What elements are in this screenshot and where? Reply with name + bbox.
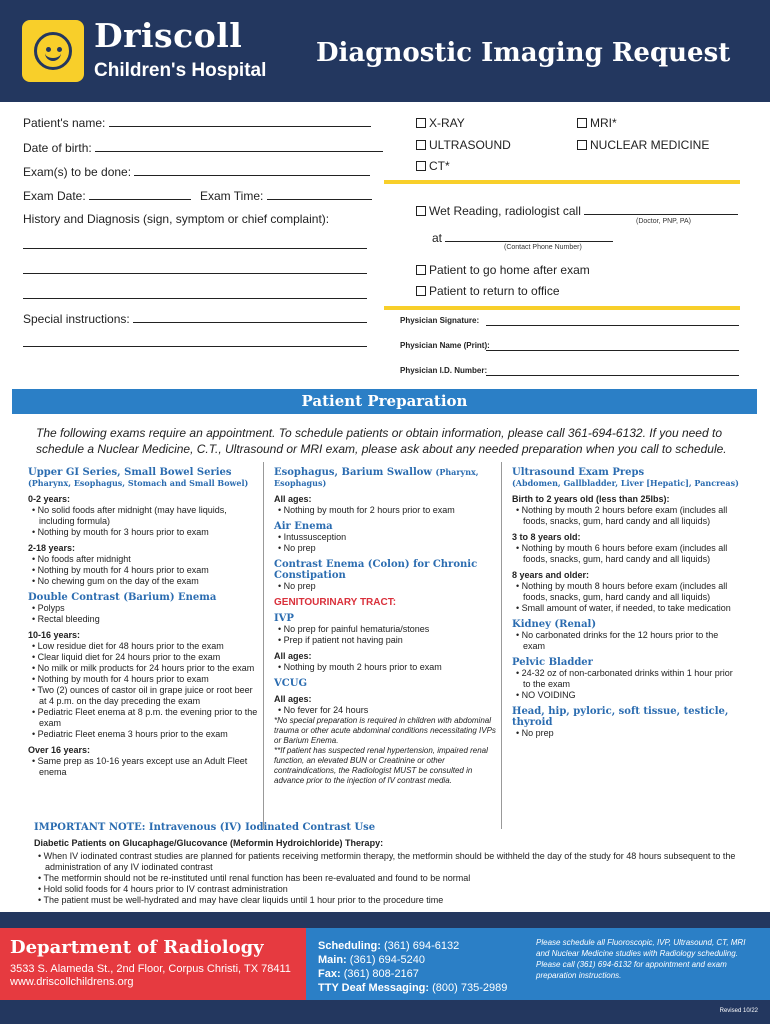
list-item: • Intussusception [278, 532, 347, 542]
list-item: • Nothing by mouth 8 hours before exam (includes all foods, snacks, gum, hard candy and all liquids) [516, 581, 728, 602]
list-item: • Same prep as 10-16 years except use an Adult Fleet enema [32, 756, 248, 777]
department-address [10, 963, 291, 989]
list-item: • The metformin should not be re-instituted until renal function has been re-evaluated and found to be normal [38, 873, 471, 883]
physician-name-line[interactable] [486, 350, 739, 351]
section-heading: Esophagus, Barium Swallow (Pharynx, Esophagus) [274, 467, 479, 488]
age-group: All ages: [274, 651, 312, 661]
physician-name-label: Physician Name (Print): [400, 341, 490, 350]
physician-signature-line[interactable] [486, 325, 739, 326]
list-item: • No foods after midnight [32, 554, 131, 564]
website-link[interactable]: www.driscollchildrens.org [10, 976, 134, 988]
section-heading: Pelvic Bladder [512, 657, 593, 668]
history-line-1[interactable] [23, 248, 367, 249]
section-heading: Head, hip, pyloric, soft tissue, testicle, thyroid [512, 706, 729, 728]
list-item: • No chewing gum on the day of the exam [32, 576, 199, 586]
age-group: Over 16 years: [28, 745, 91, 755]
list-item: • Low residue diet for 48 hours prior to the exam [32, 641, 224, 651]
list-item: • Nothing by mouth for 4 hours prior to exam [32, 674, 209, 684]
scheduling-note: Please schedule all Fluoroscopic, IVP, Ultrasound, CT, MRI and Nuclear Medicine studies with Radiology scheduling. Please call (361) 694-6132 for appointment and exam preparation instructions. [536, 938, 746, 980]
section-heading: VCUG [274, 678, 307, 689]
ct-checkbox[interactable]: CT* [416, 159, 450, 173]
section-heading: Ultrasound Exam Preps [512, 467, 645, 478]
list-item: • No solid foods after midnight (may have liquids, including formula) [32, 505, 227, 526]
physician-signature-label: Physician Signature: [400, 316, 480, 325]
section-subheading: (Pharynx, Esophagus, Stomach and Small Bowel) [28, 478, 249, 488]
exam-date-field[interactable] [23, 189, 191, 203]
mri-checkbox[interactable]: MRI* [577, 116, 617, 130]
section-heading: IVP [274, 613, 294, 624]
footnote: **If patient has suspected renal hypertension, impaired renal function, an elevated BUN or Creatinine or other contraindications, the Radiologist MUST be consulted in advance prior to the injection of IV contrast media. [274, 746, 488, 785]
department-name: Department of Radiology [10, 937, 264, 958]
hospital-logo [22, 20, 84, 82]
list-item: • The patient must be well-hydrated and may have clear liquids until 1 hour prior to the procedure time [38, 895, 444, 905]
checkbox-icon [416, 161, 426, 171]
list-item: • No prep [278, 543, 316, 553]
tty-phone[interactable]: TTY Deaf Messaging: (800) 735-2989 [318, 982, 508, 994]
list-item: • Rectal bleeding [32, 614, 100, 624]
age-group: 2-18 years: [28, 543, 76, 553]
page-title: Diagnostic Imaging Request [316, 38, 731, 68]
patient-name-label: Patient's name: [23, 116, 106, 130]
checkbox-icon [577, 118, 587, 128]
yellow-divider [384, 306, 740, 310]
go-home-checkbox[interactable]: Patient to go home after exam [416, 263, 590, 277]
brand-subtitle: Children's Hospital [94, 60, 267, 81]
list-item: • Pediatric Fleet enema 3 hours prior to the exam [32, 729, 228, 739]
section-heading: Upper GI Series, Small Bowel Series [28, 467, 232, 478]
checkbox-icon [416, 140, 426, 150]
checkbox-icon [577, 140, 587, 150]
contact-numbers [318, 939, 507, 995]
list-item: • Nothing by mouth 6 hours before exam (includes all foods, snacks, gum, hard candy and all liquids) [516, 543, 728, 564]
special-instructions-field[interactable] [23, 312, 367, 326]
xray-checkbox[interactable]: X-RAY [416, 116, 465, 130]
patient-name-field[interactable] [23, 116, 371, 130]
section-heading: Kidney (Renal) [512, 619, 597, 630]
yellow-divider [384, 180, 740, 184]
list-item: • No prep [516, 728, 554, 738]
doctor-note: (Doctor, PNP, PA) [636, 218, 691, 225]
list-item: • Nothing by mouth 2 hours before exam (includes all foods, snacks, gum, hard candy and all liquids) [516, 505, 728, 526]
physician-id-label: Physician I.D. Number: [400, 366, 488, 375]
important-note-list [34, 851, 744, 906]
list-item: • NO VOIDING [516, 690, 576, 700]
list-item: • No milk or milk products for 24 hours prior to the exam [32, 663, 255, 673]
section-subheading: (Abdomen, Gallbladder, Liver [Hepatic], Pancreas) [512, 478, 739, 488]
list-item: • Nothing by mouth 2 hours prior to exam [278, 662, 442, 672]
physician-id-line[interactable] [486, 375, 739, 376]
list-item: • When IV iodinated contrast studies are planned for patients receiving metformin therapy, the metformin should be withheld the day of the study for 48 hours subsequent to the administration of any IV iodinated contrast [38, 851, 736, 872]
section-heading: Air Enema [274, 521, 333, 532]
brand-name: Driscoll [94, 16, 243, 55]
list-item: • No fever for 24 hours [278, 705, 369, 715]
smiley-face-icon [34, 32, 72, 70]
prep-column-3 [501, 462, 741, 829]
age-group: All ages: [274, 694, 312, 704]
list-item: • No prep [278, 581, 316, 591]
fax-number: Fax: (361) 808-2167 [318, 968, 419, 980]
section-heading: GENITOURINARY TRACT: [274, 597, 397, 608]
footnote: *No special preparation is required in children with abdominal trauma or other acute abdominal conditions necessitating IVPs or Barium Enema. [274, 716, 496, 745]
special-line-2[interactable] [23, 346, 367, 347]
nuclear-medicine-checkbox[interactable]: NUCLEAR MEDICINE [577, 138, 709, 152]
list-item: • Prep if patient not having pain [278, 635, 403, 645]
list-item: • Nothing by mouth for 3 hours prior to exam [32, 527, 209, 537]
ultrasound-checkbox[interactable]: ULTRASOUND [416, 138, 511, 152]
history-line-3[interactable] [23, 298, 367, 299]
contact-phone-field[interactable]: at [432, 231, 613, 245]
checkbox-icon [416, 286, 426, 296]
checkbox-icon [416, 265, 426, 275]
exams-field[interactable] [23, 165, 370, 179]
preparation-intro: The following exams require an appointment. To schedule patients or obtain information, please call 361-694-6132. If you need to schedule a Nuclear Medicine, C.T., Ultrasound or MRI exam, please ask about any needed preparation when you call to schedule. [36, 426, 727, 456]
list-item: • Nothing by mouth for 4 hours prior to exam [32, 565, 209, 575]
dob-label: Date of birth: [23, 141, 92, 155]
important-note-subtitle: Diabetic Patients on Glucaphage/Glucovance (Meformin Hydroichloride) Therapy: [34, 838, 384, 848]
age-group: Birth to 2 years old (less than 25lbs): [512, 494, 670, 504]
list-item: • Hold solid foods for 4 hours prior to IV contrast administration [38, 884, 288, 894]
age-group: 10-16 years: [28, 630, 81, 640]
exams-label: Exam(s) to be done: [23, 165, 132, 179]
important-note-title: IMPORTANT NOTE: Intravenous (IV) Iodinated Contrast Use [34, 822, 376, 833]
list-item: • No carbonated drinks for the 12 hours prior to the exam [516, 630, 719, 651]
dob-field[interactable] [23, 141, 383, 155]
age-group: 8 years and older: [512, 570, 590, 580]
checkbox-icon [416, 118, 426, 128]
list-item: • Clear liquid diet for 24 hours prior to the exam [32, 652, 221, 662]
main-phone[interactable]: Main: (361) 694-5240 [318, 954, 426, 966]
section-heading: Double Contrast (Barium) Enema [28, 592, 217, 603]
list-item: • Pediatric Fleet enema at 8 p.m. the evening prior to the exam [32, 707, 258, 728]
age-group: All ages: [274, 494, 312, 504]
list-item: • Polyps [32, 603, 65, 613]
age-group: 0-2 years: [28, 494, 71, 504]
prep-column-1 [28, 462, 261, 829]
special-instructions-label: Special instructions: [23, 312, 130, 326]
exam-time-label: Exam Time: [200, 189, 264, 203]
list-item: • Small amount of water, if needed, to take medication [516, 603, 731, 613]
exam-date-label: Exam Date: [23, 189, 86, 203]
revision-date: Revised 10/22 [719, 1008, 758, 1014]
section-heading: Contrast Enema (Colon) for Chronic Constipation [274, 559, 478, 581]
history-line-2[interactable] [23, 273, 367, 274]
checkbox-icon [416, 206, 426, 216]
wet-reading-checkbox[interactable]: Wet Reading, radiologist call [416, 204, 738, 218]
exam-time-field[interactable] [200, 189, 372, 203]
prep-column-2 [263, 462, 500, 829]
history-label: History and Diagnosis (sign, symptom or chief complaint): [23, 212, 330, 226]
age-group: 3 to 8 years old: [512, 532, 581, 542]
phone-note: (Contact Phone Number) [504, 244, 582, 251]
address-line: 3533 S. Alameda St., 2nd Floor, Corpus Christi, TX 78411 [10, 963, 291, 975]
list-item: • Nothing by mouth for 2 hours prior to exam [278, 505, 455, 515]
list-item: • No prep for painful hematuria/stones [278, 624, 430, 634]
list-item: • 24-32 oz of non-carbonated drinks within 1 hour prior to the exam [516, 668, 733, 689]
scheduling-phone[interactable]: Scheduling: (361) 694-6132 [318, 940, 460, 952]
patient-preparation-heading: Patient Preparation [12, 389, 757, 414]
list-item: • Two (2) ounces of castor oil in grape juice or root beer at 4 p.m. on the day preceding the exam [32, 685, 253, 706]
return-office-checkbox[interactable]: Patient to return to office [416, 284, 560, 298]
